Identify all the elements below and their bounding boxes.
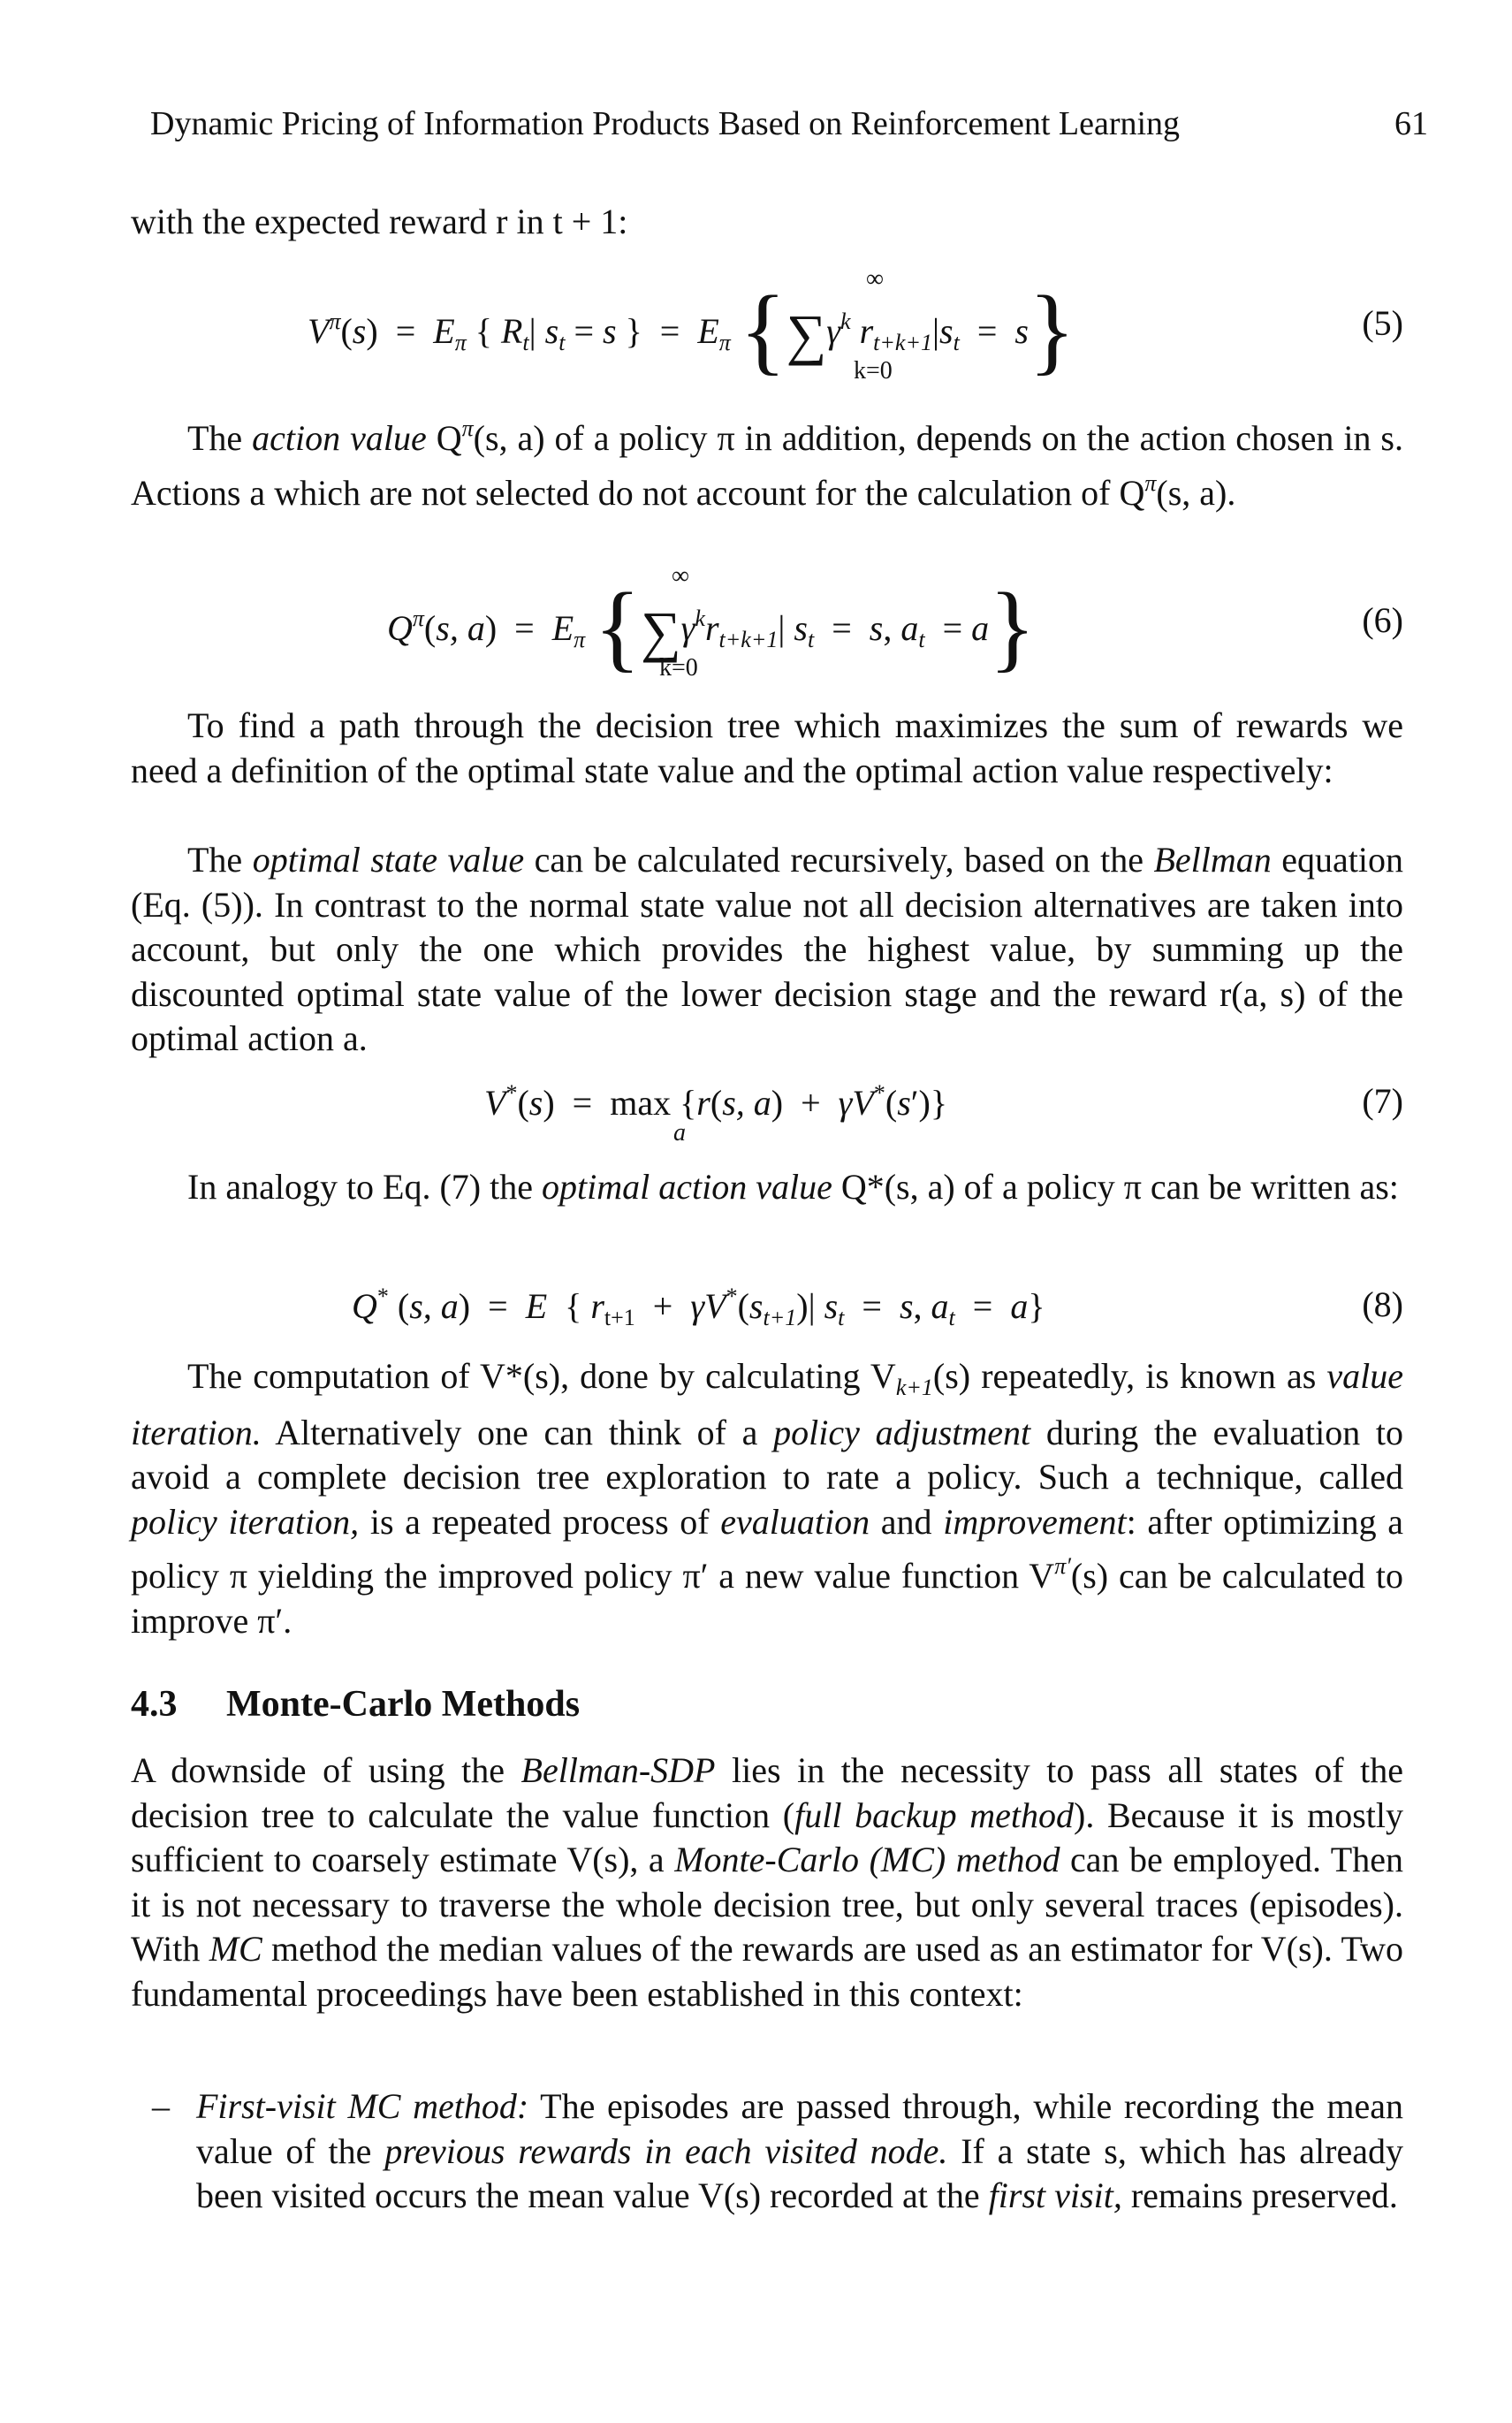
equation-8: Q* (s, a) = E { $r_{t+1} + \gamma V^*(s_{t+1})|$ $s_t = s$, $a_t = a$} (8) bbox=[352, 1284, 1403, 1330]
eq5-number: (5) bbox=[1362, 303, 1403, 343]
list-dash: – bbox=[152, 2086, 170, 2126]
equation-6: $Q^\pi(s$, $a) = E_\pi$ {$\sum\gamma^kr_{t+k+1}|$ $s_t = s$, $a_t = a$} ∞ k=0 (6) bbox=[387, 562, 1403, 682]
paragraph-monte-carlo: A downside of using the Bellman-SDP lies in the necessity to pass all states of the decision tree to calculate the value function (full backup method). Because it is mostly sufficient to coarsely estimate V(s), a Monte-Carlo (MC) method can be employed. Then it is not necessary to traverse the whole decision tree, but only several traces (episodes). With MC method the median values of the rewards are used as an estimator for V(s). Two fundamental proceedings have been established in this context: bbox=[131, 1750, 1403, 2014]
intro-line: with the expected reward r in t + 1: bbox=[131, 202, 628, 241]
equation-7: V*(s) = max {r(s, a) + γV*(s′)} a (7) bbox=[484, 1080, 1403, 1147]
eq6-number: (6) bbox=[1362, 600, 1403, 640]
eq6-lower-limit: k=0 bbox=[659, 654, 698, 682]
equation-5: $V^\pi(s) = E_\pi$ { $R_t|$ $s_t = s$ } = $E_\pi$ {$\sum\gamma^k$ $r_{t+k+1}|s_t = s$} ∞ k=0 (5) bbox=[308, 265, 1403, 385]
eq5-lower-limit: k=0 bbox=[854, 357, 893, 385]
section-heading bbox=[131, 1683, 580, 1726]
eq7-number: (7) bbox=[1362, 1081, 1403, 1121]
list-item: – First-visit MC method: The episodes are passed through, while recording the mean value of the previous rewards in each visited node. If a state s, which has already been visited occurs the mean value V(s) recorded at the first visit, remains preserved. bbox=[152, 2086, 1404, 2215]
paragraph-path: To find a path through the decision tree which maximizes the sum of rewards we need a definition of the optimal state value and the optimal action value respectively: bbox=[131, 705, 1403, 790]
running-title: Dynamic Pricing of Information Products Based on Reinforcement Learning bbox=[150, 105, 1181, 142]
section-title: Monte-Carlo Methods bbox=[226, 1684, 581, 1725]
paragraph-analogy: In analogy to Eq. (7) the optimal action value Q*(s, a) of a policy π can be written as: bbox=[187, 1167, 1399, 1207]
eq5-upper-limit: ∞ bbox=[866, 265, 884, 293]
paragraph-computation: The computation of V*(s), done by calculating $V_{k+1}(s)$ repeatedly, is known as value iteration. Alternatively one can think of a policy adjustment during the evaluation to avoid a complete decision tree exploration to rate a policy. Such a technique, called policy iteration, is a repeated process of evaluation and improvement: after optimizing a policy π yielding the improved policy π′ a new value function $V^{\pi'}(s)$ can be calculated to improve π′. bbox=[131, 1356, 1404, 1641]
paragraph-optimal-state-value: The optimal state value can be calculated recursively, based on the Bellman equation (Eq. (5)). In contrast to the normal state value not all decision alternatives are taken into account, but only the one which provides the highest value, by summing up the discounted optimal state value of the lower decision stage and the reward r(a, s) of the optimal action a. bbox=[131, 840, 1403, 1058]
page-number: 61 bbox=[1394, 105, 1428, 142]
section-number: 4.3 bbox=[131, 1684, 178, 1725]
eq7-max-subscript: a bbox=[673, 1119, 686, 1147]
eq8-number: (8) bbox=[1362, 1284, 1403, 1324]
paragraph-action-value: The action value $Q^\pi(s$, a) of a policy π in addition, depends on the action chosen in s. Actions a which are not selected do not account for the calculation of $Q^\pi(s$, a). bbox=[131, 415, 1403, 513]
eq6-upper-limit: ∞ bbox=[672, 562, 689, 590]
